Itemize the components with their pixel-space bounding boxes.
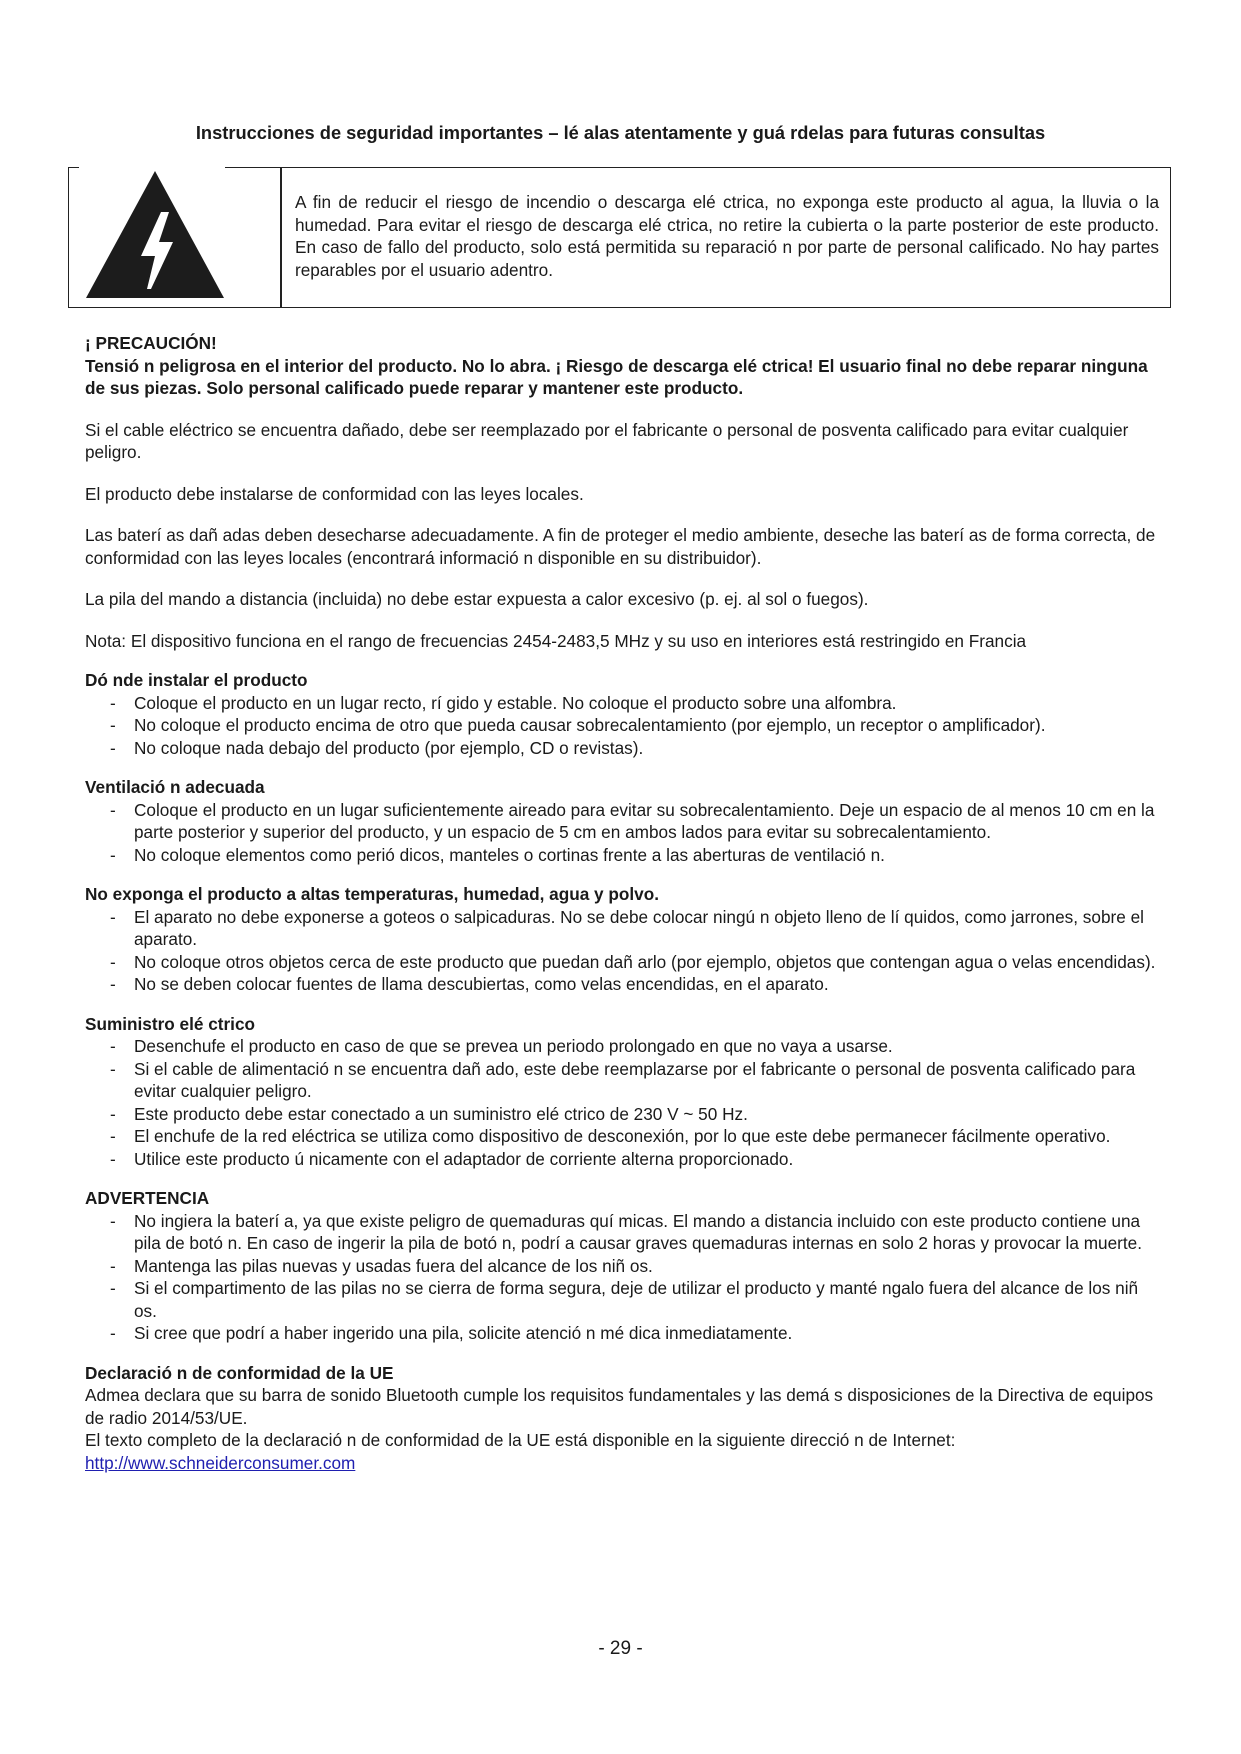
caution-heading: ¡ PRECAUCIÓN! (85, 333, 217, 353)
ventilation-heading: Ventilació n adecuada (85, 777, 265, 797)
note-paragraph: Nota: El dispositivo funciona en el rango de frecuencias 2454-2483,5 MHz y su uso en interiores está restringido en Francia (85, 630, 1027, 651)
list-item: - No se deben colocar fuentes de llama descubiertas, como velas encendidas, en el aparato. (85, 973, 1160, 996)
list-item: - Si el cable de alimentació n se encuentra dañ ado, este debe reemplazarse por el fabricante o personal de posventa calificado para evitar cualquier peligro. (85, 1058, 1160, 1103)
cable-paragraph: Si el cable eléctrico se encuentra dañado, debe ser reemplazado por el fabricante o personal de posventa calificado para evitar cualquier peligro. (85, 419, 1129, 462)
list-item: - Utilice este producto ú nicamente con el adaptador de corriente alterna proporcionado. (85, 1148, 1160, 1171)
list-item: - Mantenga las pilas nuevas y usadas fuera del alcance de los niñ os. (85, 1255, 1160, 1278)
electrical-shock-warning-icon (83, 168, 227, 306)
page-number: - 29 - (598, 1638, 643, 1659)
laws-paragraph: El producto debe instalarse de conformidad con las leyes locales. (85, 483, 584, 504)
page-title: Instrucciones de seguridad importantes – lé alas atentamente y guá rdelas para futuras consultas (195, 122, 1046, 143)
list-item: - Coloque el producto en un lugar suficientemente aireado para evitar su sobrecalentamiento. Deje un espacio de al menos 10 cm en la parte posterior y superior del producto, y un espacio de 5 cm en ambos lados para evitar su sobrecalentamiento. (85, 799, 1160, 844)
list-item: - El enchufe de la red eléctrica se utiliza como dispositivo de desconexión, por lo que este debe permanecer fácilmente operativo. (85, 1125, 1160, 1148)
caution-text: Tensió n peligrosa en el interior del producto. No lo abra. ¡ Riesgo de descarga elé ctrica! El usuario final no debe reparar ninguna de sus piezas. Solo personal calificado puede reparar y mantener este producto. (85, 355, 1148, 398)
conformity-text: Admea declara que su barra de sonido Bluetooth cumple los requisitos fundamentales y las demá s disposiciones de la Directiva de equipos de radio 2014/53/UE. (85, 1385, 1154, 1428)
ventilation-list (85, 799, 1160, 867)
main-content (85, 332, 1160, 1474)
batteries-paragraph: Las baterí as dañ adas deben desecharse adecuadamente. A fin de proteger el medio ambiente, deseche las baterí as de forma correcta, de conformidad con las leyes locales (encontrará informació n disponible en su distribuidor). (85, 525, 1156, 568)
install-heading: Dó nde instalar el producto (85, 670, 308, 690)
exposure-list (85, 906, 1160, 996)
warning-list (85, 1210, 1160, 1345)
conformity-link[interactable]: http://www.schneiderconsumer.com (85, 1452, 356, 1473)
warning-box (68, 167, 1171, 308)
list-item: - No coloque otros objetos cerca de este producto que puedan dañ arlo (por ejemplo, objetos que contengan agua o velas encendidas). (85, 951, 1160, 974)
list-item: - Coloque el producto en un lugar recto, rí gido y estable. No coloque el producto sobre una alfombra. (85, 692, 1160, 715)
power-list (85, 1035, 1160, 1170)
list-item: - Si el compartimento de las pilas no se cierra de forma segura, deje de utilizar el producto y manté ngalo fuera del alcance de los niñ os. (85, 1277, 1160, 1322)
exposure-heading: No exponga el producto a altas temperaturas, humedad, agua y polvo. (85, 884, 659, 904)
install-list (85, 692, 1160, 760)
conformity-heading: Declaració n de conformidad de la UE (85, 1362, 394, 1383)
list-item: - El aparato no debe exponerse a goteos o salpicaduras. No se debe colocar ningú n objeto lleno de lí quidos, como jarrones, sobre el aparato. (85, 906, 1160, 951)
list-item: - No ingiera la baterí a, ya que existe peligro de quemaduras quí micas. El mando a distancia incluido con este producto contiene una pila de botó n. En caso de ingerir la pila de botó n, podrí a causar graves quemaduras internas en solo 2 horas y provocar la muerte. (85, 1210, 1160, 1255)
warning-heading: ADVERTENCIA (85, 1188, 210, 1208)
power-heading: Suministro elé ctrico (85, 1013, 256, 1034)
conformity-text-2: El texto completo de la declaració n de conformidad de la UE está disponible en la siguiente direcció n de Internet: (85, 1430, 956, 1450)
list-item: - Desenchufe el producto en caso de que se prevea un periodo prolongado en que no vaya a usarse. (85, 1035, 1160, 1058)
list-item: - Este producto debe estar conectado a un suministro elé ctrico de 230 V ~ 50 Hz. (85, 1103, 1160, 1126)
list-item: - Si cree que podrí a haber ingerido una pila, solicite atenció n mé dica inmediatamente. (85, 1322, 1160, 1345)
list-item: - No coloque elementos como perió dicos, manteles o cortinas frente a las aberturas de ventilació n. (85, 844, 1160, 867)
list-item: - No coloque nada debajo del producto (por ejemplo, CD o revistas). (85, 737, 1160, 760)
remote-paragraph: La pila del mando a distancia (incluida) no debe estar expuesta a calor excesivo (p. ej. al sol o fuegos). (85, 589, 869, 609)
warning-box-text: A fin de reducir el riesgo de incendio o descarga elé ctrica, no exponga este producto al agua, la lluvia o la humedad. Para evitar el riesgo de descarga elé ctrica, no retire la cubierta o la parte posterior de este producto. En caso de fallo del producto, solo está permitida su reparació n por parte de personal calificado. No hay partes reparables por el usuario adentro. (295, 192, 1159, 280)
list-item: - No coloque el producto encima de otro que pueda causar sobrecalentamiento (por ejemplo, un receptor o amplificador). (85, 714, 1160, 737)
